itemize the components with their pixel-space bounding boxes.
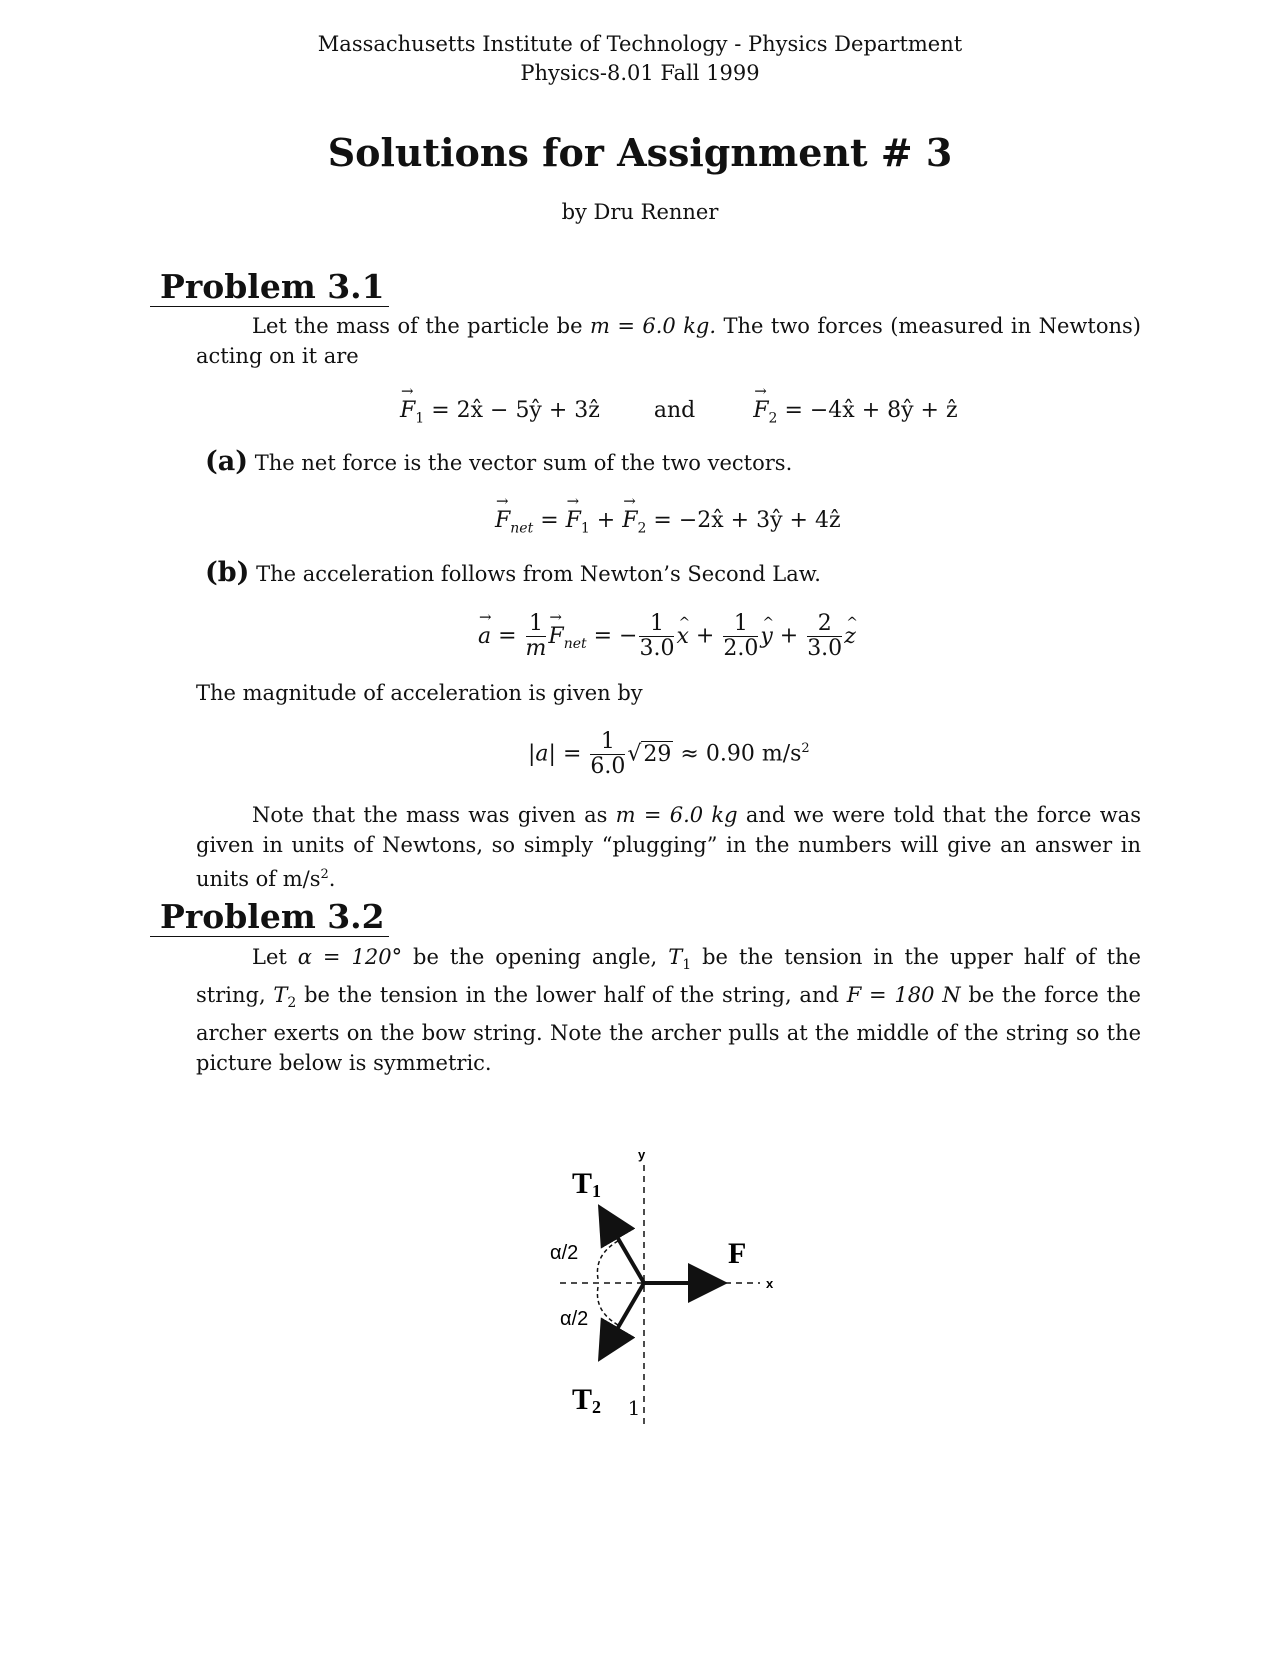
part-a-text: The net force is the vector sum of the two vectors. <box>254 451 793 475</box>
p2-text-3: be the tension in the upper half of the string, <box>196 945 1141 1008</box>
fnet-symbol: → F <box>495 508 510 533</box>
f1-expression: = 2x̂ − 5ŷ + 3ẑ <box>431 398 600 423</box>
x-axis-label: x <box>766 1276 774 1291</box>
upper-angle-arc <box>597 1241 618 1279</box>
tension-t1-arrow <box>602 1211 644 1283</box>
problem-3-1-intro <box>196 311 1141 371</box>
note-text-a: Note that the mass was given as <box>252 803 608 827</box>
part-a-label: (a) <box>205 446 249 477</box>
f-label: F <box>728 1237 747 1270</box>
page-title: Solutions for Assignment # 3 <box>327 130 953 175</box>
author-line: by Dru Renner <box>561 200 719 224</box>
force-diagram <box>520 1145 800 1435</box>
magnitude-result: ≈ 0.90 m/s <box>680 741 802 767</box>
tension-t2-arrow <box>602 1283 644 1355</box>
note-end: . <box>328 867 336 891</box>
problem-3-1-heading: Problem 3.1 <box>150 268 389 307</box>
lower-angle-arc <box>597 1287 618 1325</box>
intro-text-a: Let the mass of the particle be <box>252 314 583 338</box>
t1-label: T1 <box>572 1167 602 1201</box>
half-angle-bottom-label: α/2 <box>560 1308 589 1330</box>
net-force-expression: = −2x̂ + 3ŷ + 4ẑ <box>653 508 841 533</box>
intro-mass: m = 6.0 kg. <box>589 314 717 338</box>
mass-note: Note that the mass was given as m = 6.0 kg and we were told that the force was given in units of Newtons, so simply “plugging” in the numbers will give an answer in units of $m/s^2$. <box>196 803 1141 891</box>
magnitude-equation: |a| = $\frac{1}{6.0}$ √29 ≈ 0.90 $m/s^2$ <box>528 729 810 779</box>
p2-text-4: be the tension in the lower half of the string, and <box>304 983 839 1008</box>
net-force-equation: → $F_{net}$ = → $F_1$ + → $F_2$ = −2x̂ + 3ŷ + 4ẑ <box>495 508 841 536</box>
p2-text-1: Let <box>252 945 287 969</box>
p2-text-2: be the opening angle, <box>413 945 658 969</box>
f1-symbol: → F <box>400 398 415 423</box>
course-line: Physics-8.01 Fall 1999 <box>520 61 760 85</box>
half-angle-top-label: α/2 <box>550 1242 579 1264</box>
y-axis-label: y <box>638 1147 646 1162</box>
page-number: 1 <box>627 1396 641 1420</box>
part-b-text: The acceleration follows from Newton’s Second Law. <box>256 562 821 586</box>
f2-symbol: → F <box>753 398 768 423</box>
institution-line: Massachusetts Institute of Technology - Physics Department <box>317 32 963 56</box>
part-a <box>205 446 792 477</box>
forces-equation: → $F_1$ = 2x̂ − 5ŷ + 3ẑ and → $F_2$ = −4x̂ + 8ŷ + ẑ <box>400 398 958 426</box>
problem-3-2-heading: Problem 3.2 <box>150 898 389 937</box>
acceleration-equation: → a = $\frac{1}{m}$ → $F_{net}$ = − $\frac{1}{3.0}$ ^ x + $\frac{1}{2.0}$ ^ y + $\frac{2}{3.0}$ ^ z <box>478 612 856 661</box>
part-b-label: (b) <box>205 557 250 588</box>
forces-and: and <box>653 398 696 423</box>
f2-expression: = −4x̂ + 8ŷ + ẑ <box>784 398 958 423</box>
p2-force: F = 180 N <box>846 983 961 1008</box>
t2-label: T2 <box>572 1383 602 1417</box>
p2-alpha: α = 120° <box>297 945 403 969</box>
problem-3-2-text: Let α = 120° be the opening angle, $T_1$ be the tension in the upper half of the string, $T_2$ be the tension in the lower half of the string, and F = 180 N be the force the archer exerts on the bow string. Note the archer pulls at the middle of the string so the picture below is symmetric. <box>196 945 1141 1076</box>
note-text-b: and we were told that the force was given in units of Newtons, so simply “plugging” in the numbers will give an answer in units of m/s <box>196 803 1141 891</box>
magnitude-text: The magnitude of acceleration is given by <box>196 681 643 705</box>
p2-text-5: be the force the archer exerts on the bow string. Note the archer pulls at the middle of the string so the picture below is symmetric. <box>196 983 1141 1076</box>
intro-text-b: The two forces (measured in Newtons) acting on it are <box>196 314 1141 368</box>
note-mass: m = 6.0 kg <box>615 803 738 827</box>
part-b <box>205 557 821 588</box>
